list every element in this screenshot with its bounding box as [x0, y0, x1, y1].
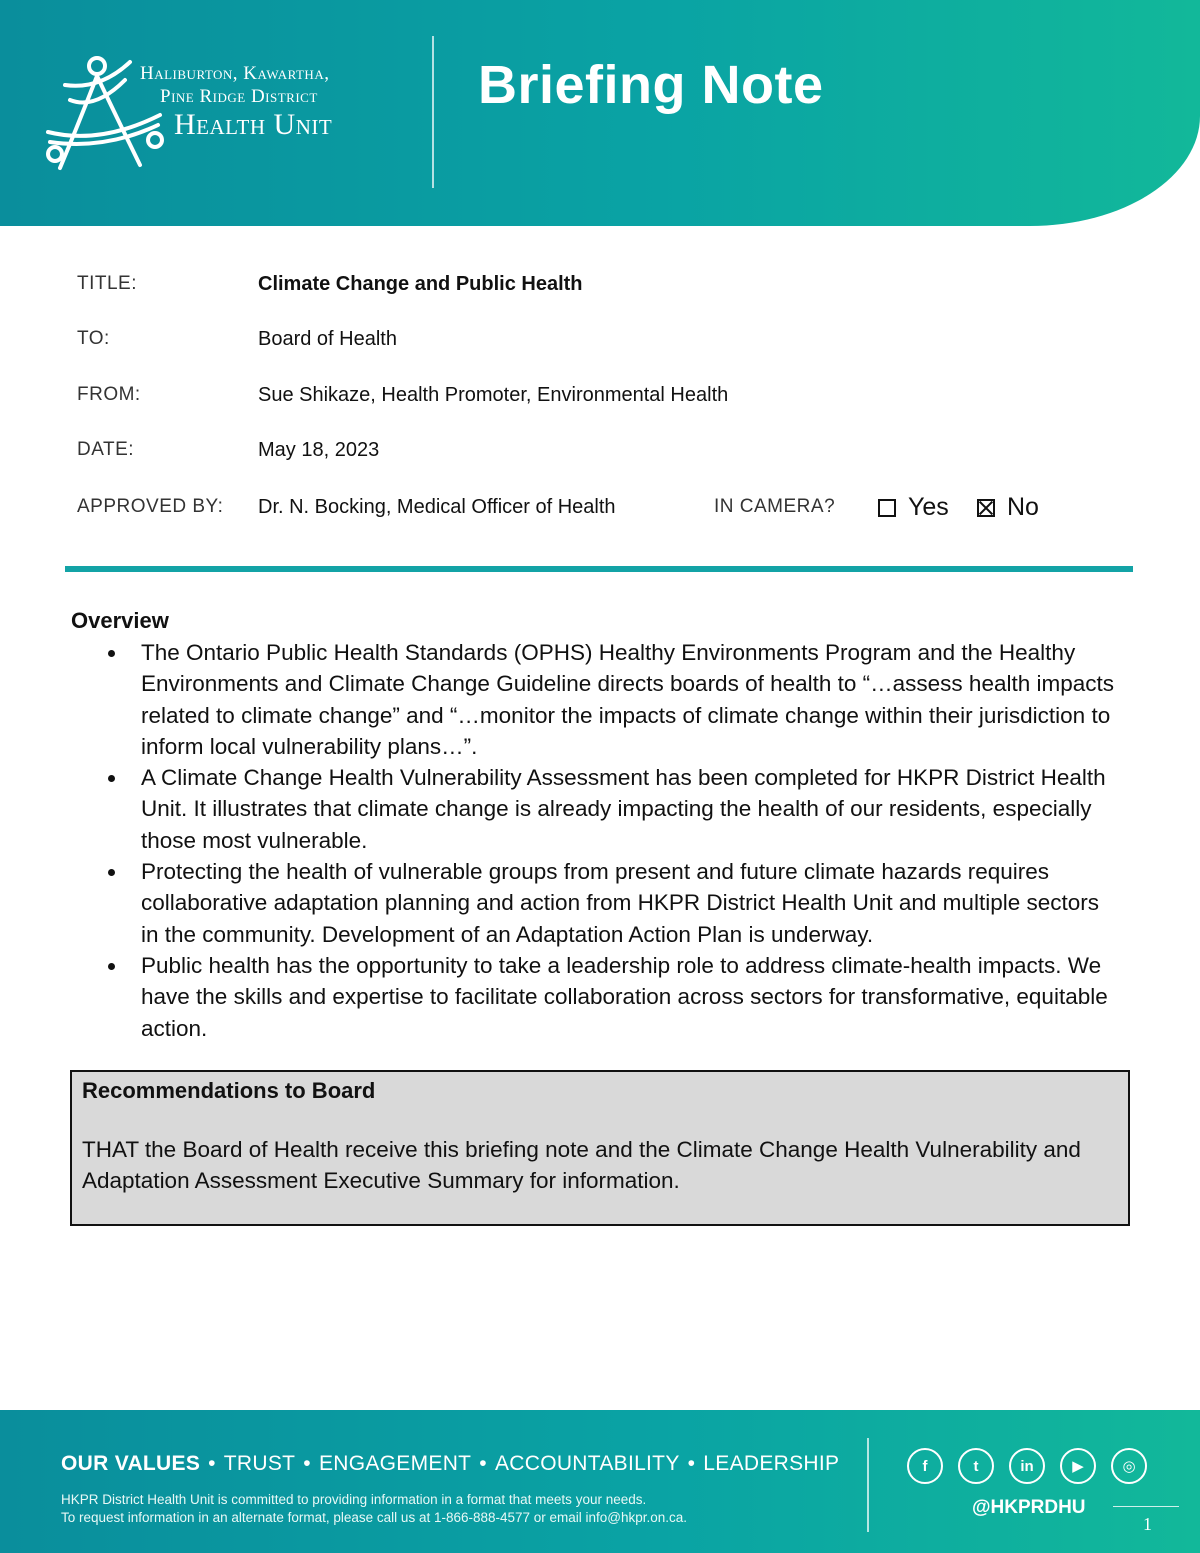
org-name-line-1: Haliburton, Kawartha,	[140, 63, 330, 84]
overview-bullet: Protecting the health of vulnerable groups from present and future climate hazards requires collaborative adaptation planning and action from HKPR District Health Unit and multiple sectors in the community. Development of an Adaptation Action Plan is underway.	[141, 856, 1116, 950]
title-value: Climate Change and Public Health	[258, 273, 583, 295]
to-label: TO:	[77, 328, 110, 349]
yes-checkbox[interactable]	[878, 499, 896, 517]
recommendations-box	[70, 1070, 1130, 1226]
no-label: No	[1007, 493, 1039, 521]
header-divider	[432, 36, 434, 188]
from-label: FROM:	[77, 384, 141, 405]
overview-bullet: The Ontario Public Health Standards (OPHS) Healthy Environments Program and the Healthy Environments and Climate Change Guideline directs boards of health to “…assess health impacts related to climate change” and “…monitor the impacts of climate change within their jurisdiction to inform local vulnerability plans…”.	[141, 637, 1116, 762]
date-label: DATE:	[77, 439, 135, 460]
accessibility-note-line-2: To request information in an alternate format, please call us at 1-866-888-4577 or email info@hkpr.on.ca.	[61, 1510, 688, 1525]
accessibility-note-line-1: HKPR District Health Unit is committed to providing information in a format that meets your needs.	[61, 1492, 647, 1507]
yes-label: Yes	[908, 493, 949, 521]
from-value: Sue Shikaze, Health Promoter, Environmental Health	[258, 384, 729, 406]
page-header	[0, 0, 1200, 226]
date-value: May 18, 2023	[258, 439, 380, 461]
value-item: ENGAGEMENT	[318, 1452, 472, 1475]
value-item: LEADERSHIP	[703, 1452, 840, 1475]
values-banner: OUR VALUES • TRUST • ENGAGEMENT • ACCOUNTABILITY • LEADERSHIP	[61, 1452, 840, 1475]
social-handle[interactable]: @HKPRDHU	[972, 1497, 1086, 1518]
values-lead: OUR VALUES	[61, 1452, 201, 1475]
youtube-icon[interactable]: ▶	[1060, 1448, 1096, 1484]
section-divider	[65, 566, 1133, 572]
meta-row-approved	[77, 493, 1077, 526]
approved-value: Dr. N. Bocking, Medical Officer of Health	[258, 496, 616, 518]
page-number-rule	[1113, 1506, 1179, 1507]
recommendations-text: THAT the Board of Health receive this briefing note and the Climate Change Health Vulnerability and Adaptation Assessment Executive Summary for information.	[82, 1137, 1081, 1193]
no-checkbox[interactable]	[977, 499, 995, 517]
facebook-icon[interactable]: f	[907, 1448, 943, 1484]
twitter-icon[interactable]: t	[958, 1448, 994, 1484]
instagram-icon[interactable]: ◎	[1111, 1448, 1147, 1484]
approved-label: APPROVED BY:	[77, 496, 224, 517]
page-footer	[0, 1410, 1200, 1553]
page-number: 1	[1143, 1514, 1152, 1534]
org-name-line-2: Pine Ridge District	[160, 86, 318, 107]
org-name-line-3: Health Unit	[174, 108, 333, 141]
overview-bullet: Public health has the opportunity to take a leadership role to address climate-health impacts. We have the skills and expertise to facilitate collaboration across sectors for transformative, equitable action.	[141, 950, 1116, 1044]
value-item: TRUST	[223, 1452, 296, 1475]
value-item: ACCOUNTABILITY	[494, 1452, 680, 1475]
social-links	[907, 1448, 1147, 1484]
title-label: TITLE:	[77, 273, 138, 294]
linkedin-icon[interactable]: in	[1009, 1448, 1045, 1484]
recommendations-title: Recommendations to Board	[82, 1078, 376, 1103]
document-title: Briefing Note	[478, 55, 824, 115]
organization-name	[140, 62, 332, 142]
in-camera-label: IN CAMERA?	[714, 496, 836, 517]
footer-divider	[867, 1438, 869, 1532]
in-camera-yes-option[interactable]	[878, 493, 949, 522]
in-camera-no-option[interactable]	[977, 493, 1039, 522]
overview-bullet: A Climate Change Health Vulnerability Assessment has been completed for HKPR District Health Unit. It illustrates that climate change is already impacting the health of our residents, especially those most vulnerable.	[141, 762, 1116, 856]
to-value: Board of Health	[258, 328, 397, 350]
overview-heading: Overview	[71, 608, 169, 633]
overview-list	[141, 637, 1116, 1044]
